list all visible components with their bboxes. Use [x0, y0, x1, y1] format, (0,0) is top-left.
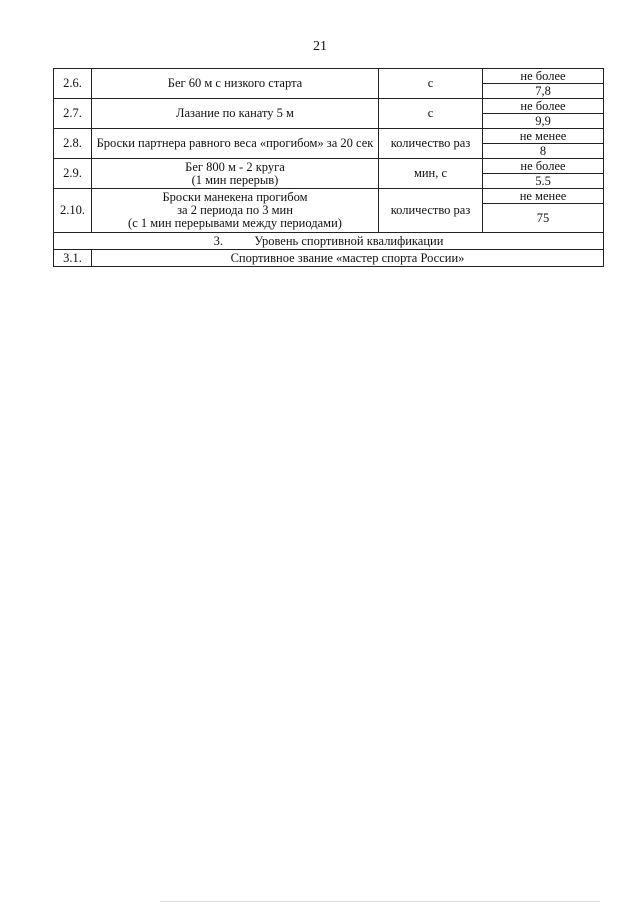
page-number: 21 [313, 39, 327, 54]
section-number: 3. [213, 233, 223, 248]
row-number: 2.6. [54, 69, 92, 99]
exercise-name [92, 159, 379, 189]
exercise-name: Броски партнера равного веса «прогибом» за 20 сек [92, 129, 379, 159]
section-header-row [54, 233, 604, 250]
scan-edge-line [160, 901, 600, 902]
exercise-name-line: (с 1 мин перерывами между периодами) [128, 216, 342, 230]
exercise-name-line: (1 мин перерыв) [191, 172, 279, 187]
norm-value: 7,8 [483, 84, 604, 99]
row-number: 2.10. [54, 189, 92, 233]
norm-value: 8 [483, 144, 604, 159]
norms-table [53, 68, 604, 267]
row-number: 3.1. [54, 250, 92, 267]
norm-value: 9,9 [483, 114, 604, 129]
exercise-name [92, 189, 379, 233]
norm-value: 5.5 [483, 174, 604, 189]
exercise-name-line: Броски манекена прогибом [162, 190, 308, 204]
unit-cell: с [379, 69, 483, 99]
qualification-text: Спортивное звание «мастер спорта России» [92, 250, 604, 267]
norm-label: не более [483, 69, 604, 84]
table-row [54, 250, 604, 267]
table-row [54, 159, 604, 174]
exercise-name-line: Бег 800 м - 2 круга [185, 159, 285, 174]
norm-label: не менее [483, 189, 604, 204]
norm-label: не более [483, 159, 604, 174]
norm-label: не менее [483, 129, 604, 144]
row-number: 2.7. [54, 99, 92, 129]
exercise-name-line: за 2 периода по 3 мин [177, 203, 293, 217]
unit-cell: количество раз [379, 189, 483, 233]
norm-label: не более [483, 99, 604, 114]
exercise-name: Лазание по канату 5 м [92, 99, 379, 129]
unit-cell: количество раз [379, 129, 483, 159]
row-number: 2.9. [54, 159, 92, 189]
table-row [54, 129, 604, 144]
norm-value: 75 [483, 204, 604, 233]
unit-cell: с [379, 99, 483, 129]
section-title [54, 233, 604, 250]
row-number: 2.8. [54, 129, 92, 159]
unit-cell: мин, с [379, 159, 483, 189]
table-row [54, 69, 604, 84]
table-row [54, 99, 604, 114]
section-title-text: Уровень спортивной квалификации [254, 233, 444, 248]
exercise-name: Бег 60 м с низкого старта [92, 69, 379, 99]
table-row [54, 189, 604, 204]
